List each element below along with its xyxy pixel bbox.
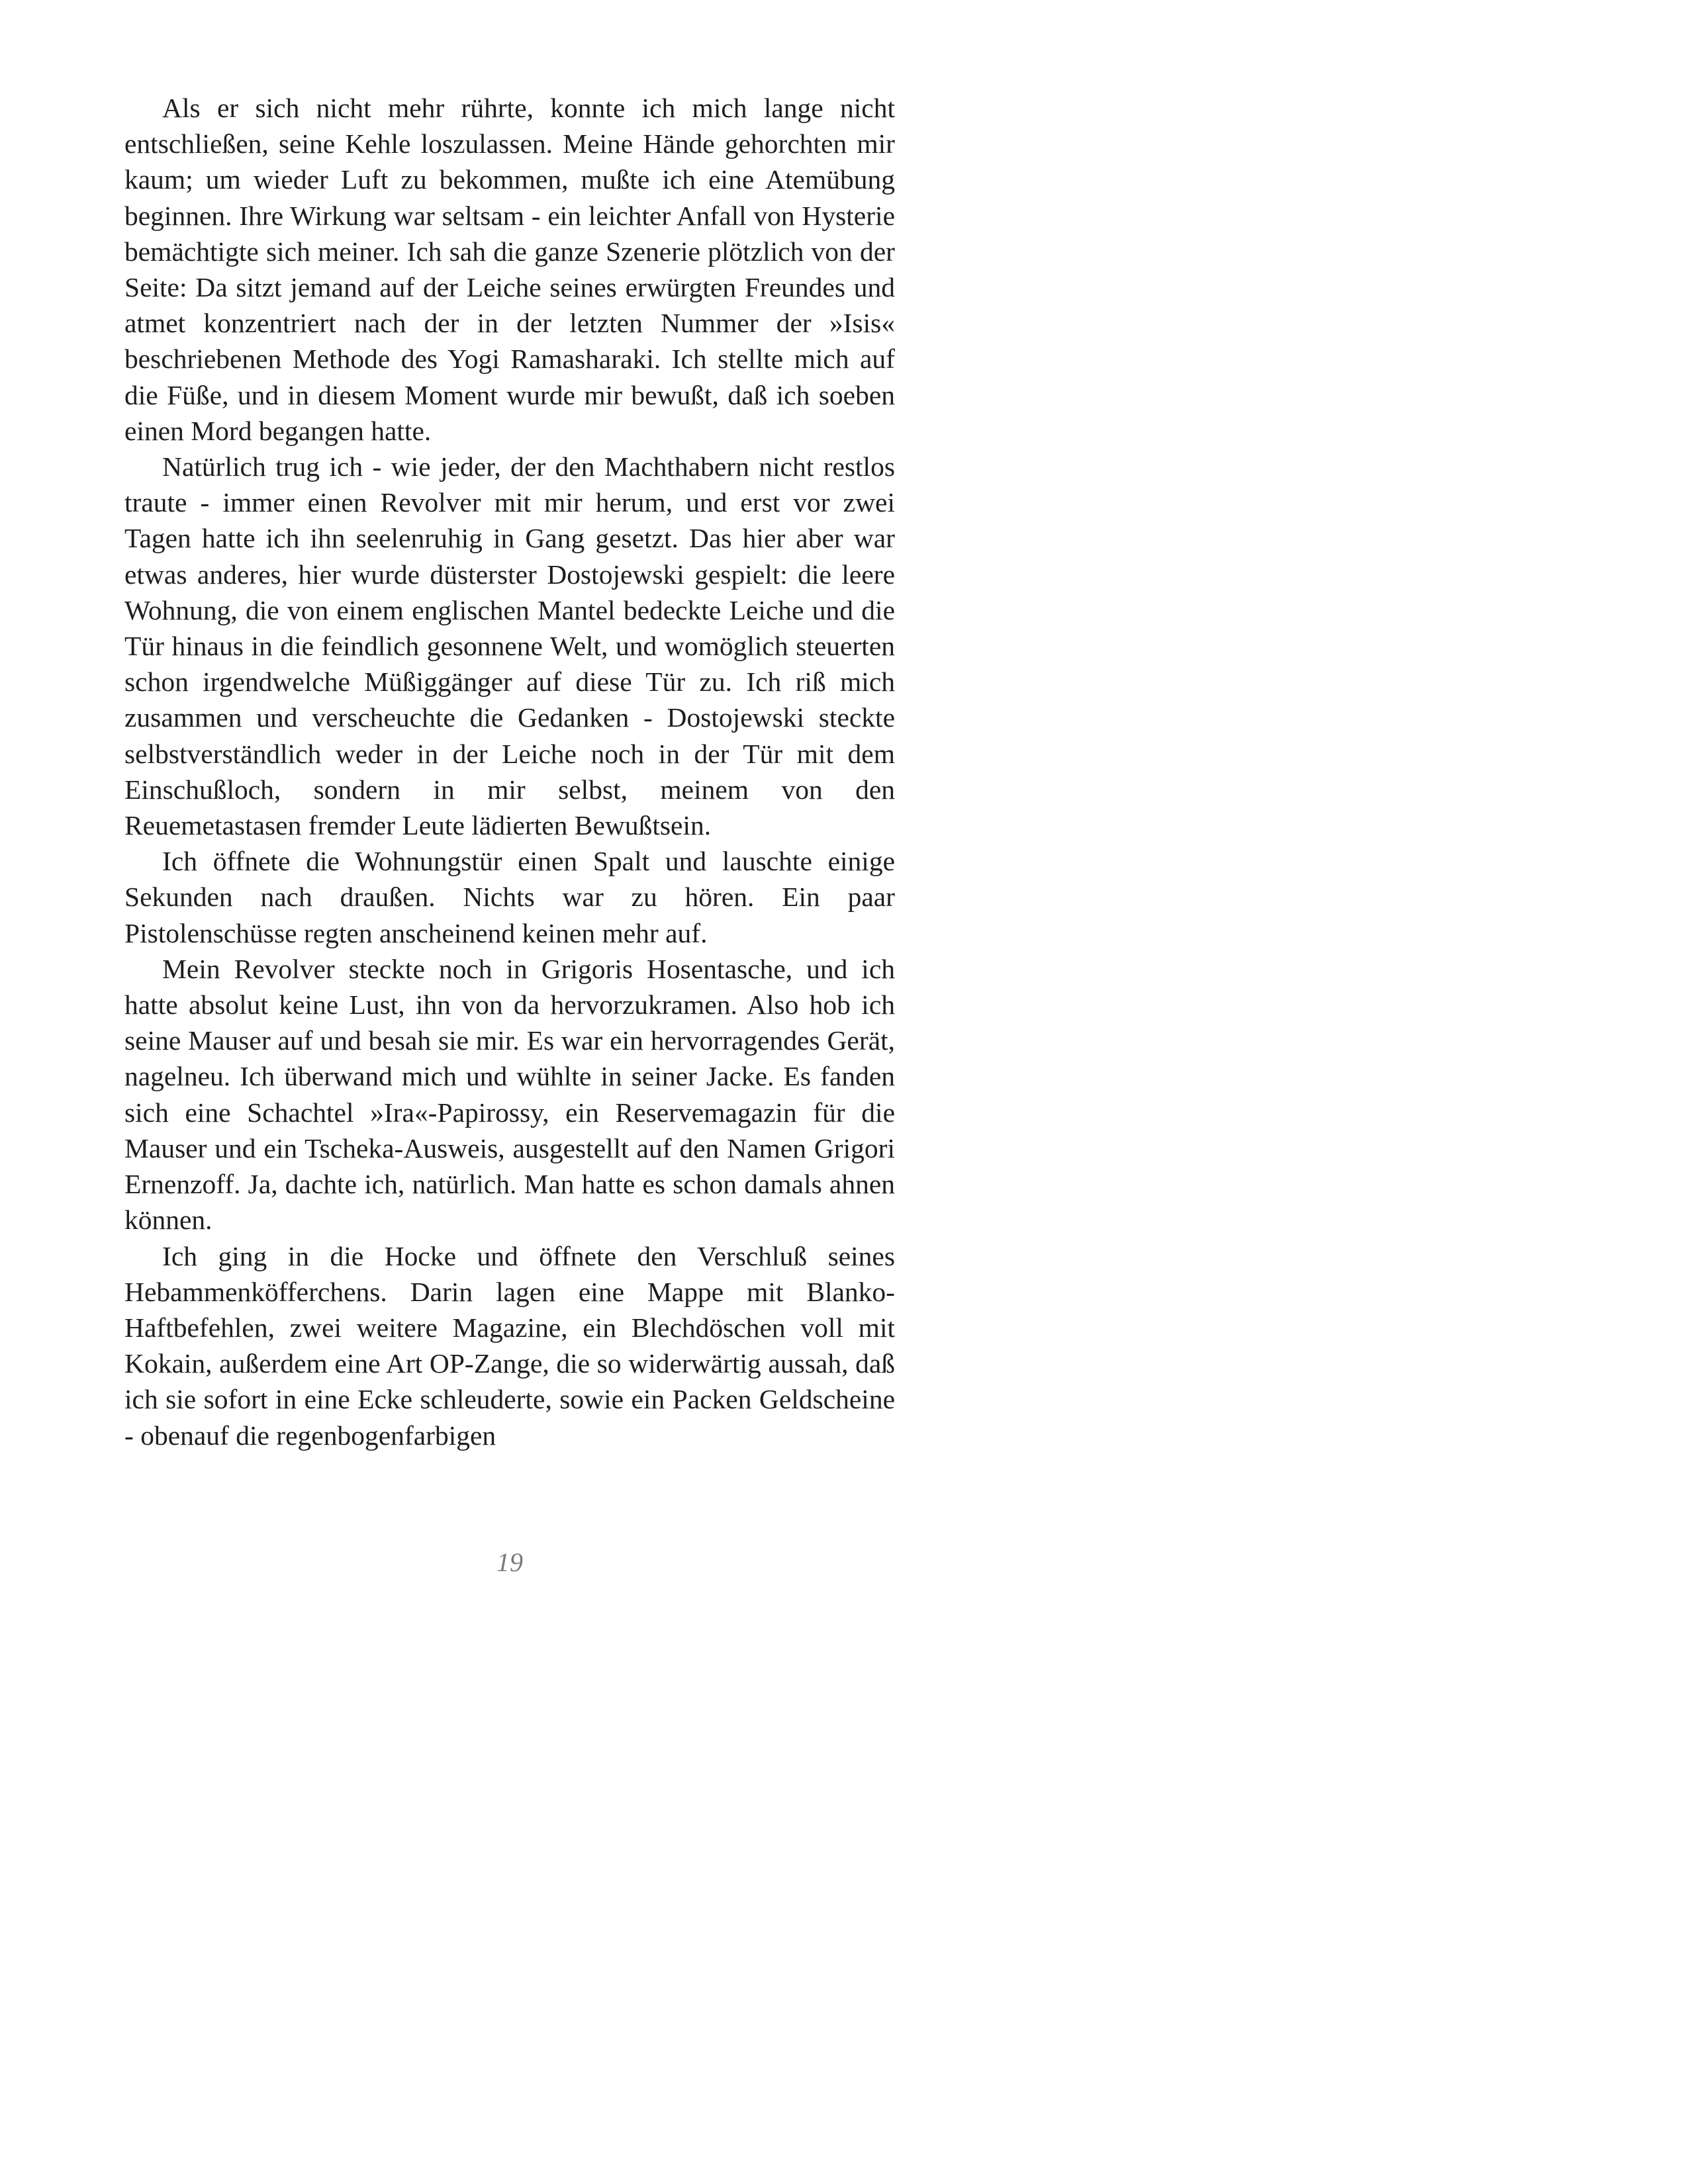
paragraph: Ich ging in die Hocke und öffnete den Verschluß seines Hebammenköfferchens. Darin lagen eine Mappe mit Blanko-Haftbefehlen, zwei weitere Magazine, ein Blechdöschen voll mit Kokain, außerdem eine Art OP-Zange, die so widerwärtig aussah, daß ich sie sofort in eine Ecke schleuderte, sowie ein Packen Geldscheine - obenauf die regenbogenfarbigen bbox=[124, 1240, 895, 1451]
paragraph: Als er sich nicht mehr rührte, konnte ich mich lange nicht entschließen, seine Kehle loszulassen. Meine Hände gehorchten mir kaum; um wieder Luft zu bekommen, mußte ich eine Atemübung beginnen. Ihre Wirkung war seltsam - ein leichter Anfall von Hysterie bemächtigte sich meiner. Ich sah die ganze Szenerie plötzlich von der Seite: Da sitzt jemand auf der Leiche seines erwürgten Freundes und atmet konzentriert nach der in der letzten Nummer der »Isis« beschriebenen Methode des Yogi Ramasharaki. Ich stellte mich auf die Füße, und in diesem Moment wurde mir bewußt, daß ich soeben einen Mord begangen hatte. bbox=[124, 93, 895, 446]
body-text bbox=[124, 90, 895, 1453]
paragraph: Mein Revolver steckte noch in Grigoris Hosentasche, und ich hatte absolut keine Lust, ihn von da hervorzukramen. Also hob ich seine Mauser auf und besah sie mir. Es war ein hervorragendes Gerät, nagelneu. Ich überwand mich und wühlte in seiner Jacke. Es fanden sich eine Schachtel »Ira«-Papirossy, ein Reservemagazin für die Mauser und ein Tscheka-Ausweis, ausgestellt auf den Namen Grigori Ernenzoff. Ja, dachte ich, natürlich. Man hatte es schon damals ahnen können. bbox=[124, 953, 895, 1236]
paragraph: Ich öffnete die Wohnungstür einen Spalt und lauschte einige Sekunden nach draußen. Nichts war zu hören. Ein paar Pistolenschüsse regten anscheinend keinen mehr auf. bbox=[124, 846, 895, 948]
page-number: 19 bbox=[496, 1547, 523, 1577]
paragraph: Natürlich trug ich - wie jeder, der den Machthabern nicht restlos traute - immer einen Revolver mit mir herum, und erst vor zwei Tagen hatte ich ihn seelenruhig in Gang gesetzt. Das hier aber war etwas anderes, hier wurde düsterster Dostojewski gespielt: die leere Wohnung, die von einem englischen Mantel bedeckte Leiche und die Tür hinaus in die feindlich gesonnene Welt, und womöglich steuerten schon irgendwelche Müßiggänger auf diese Tür zu. Ich riß mich zusammen und verscheuchte die Gedanken - Dostojewski steckte selbstverständlich weder in der Leiche noch in der Tür mit dem Einschußloch, sondern in mir selbst, meinem von den Reuemetastasen fremder Leute lädierten Bewußtsein. bbox=[124, 451, 895, 841]
